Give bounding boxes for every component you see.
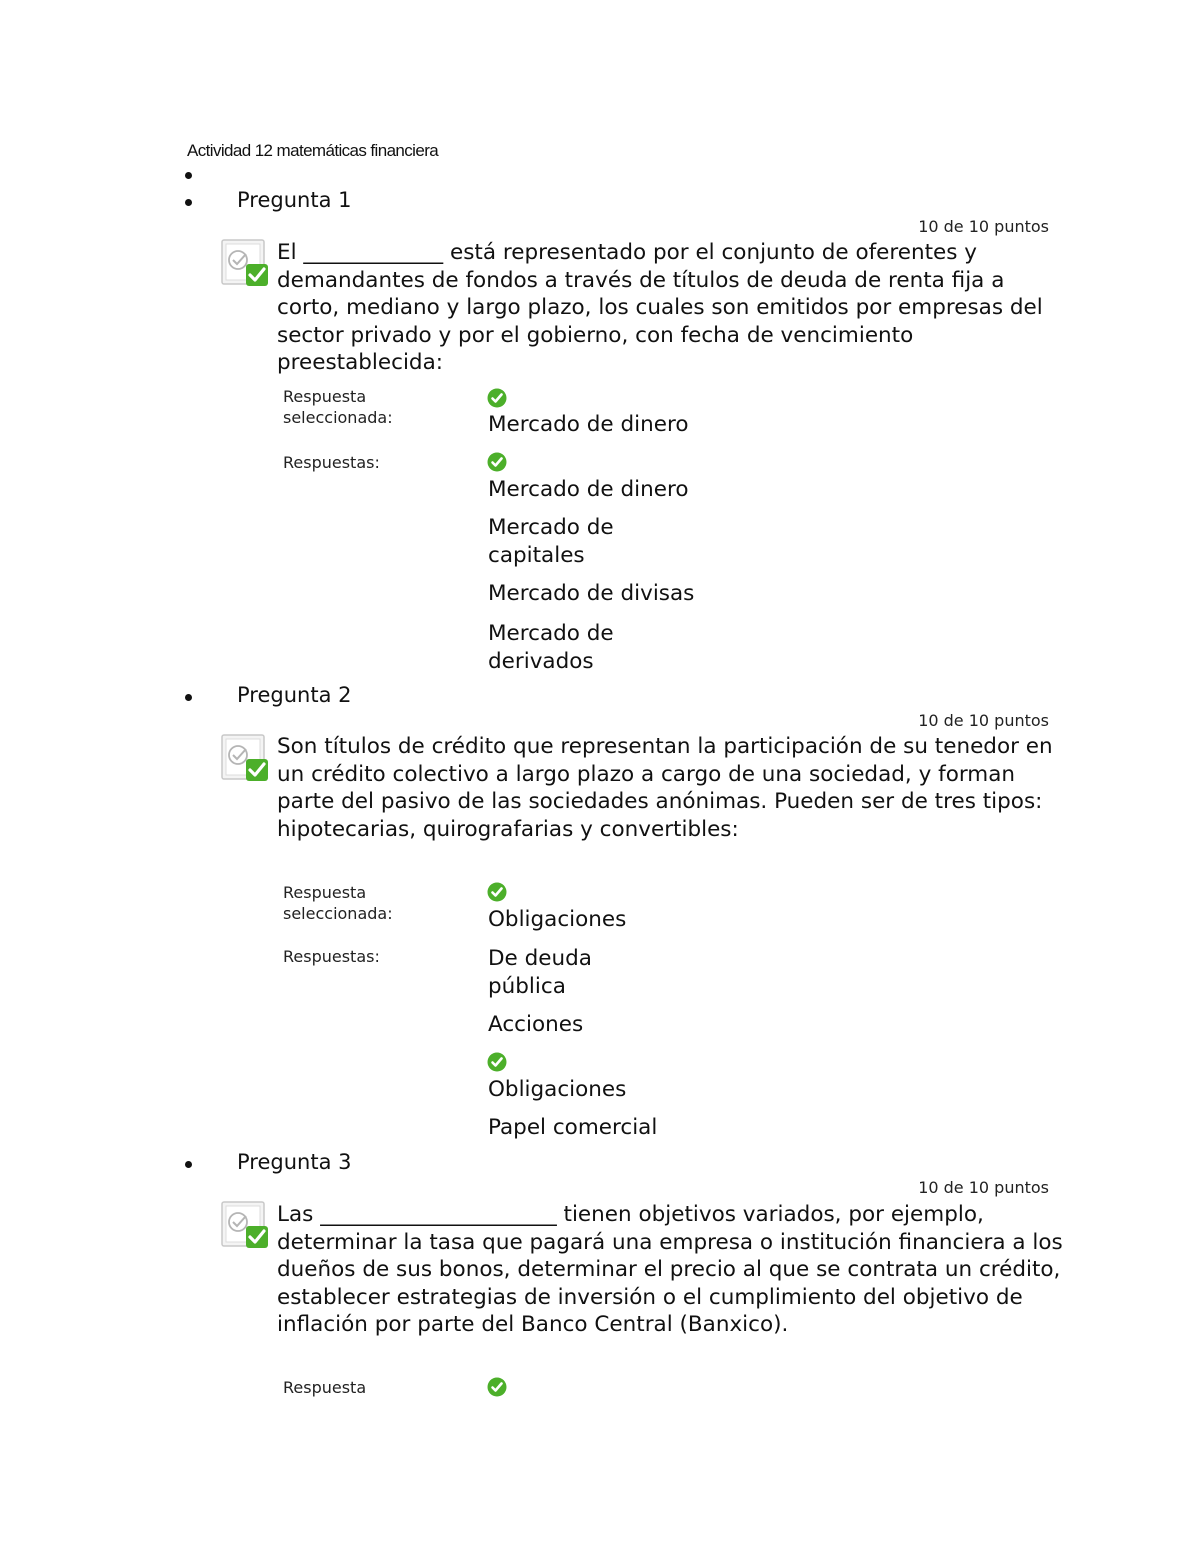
question-text: Son títulos de crédito que representan la participación de su tenedor en un crédito colectivo a largo plazo a cargo de una sociedad, y forman parte del pasivo de las sociedades anónimas. Pueden ser de tres tipos: hipotecarias, quirografarias y convertibles: (277, 734, 1053, 842)
answers-label: Respuestas: (283, 947, 380, 966)
selected-answer: Obligaciones (488, 907, 627, 932)
question-heading: Pregunta 2 (237, 683, 352, 707)
question-text: Las ______________________ tienen objetivos variados, por ejemplo, determinar la tasa que pagará una empresa o institución financiera a los dueños de sus bonos, determinar el precio al que se contrata un crédito, establecer estrategias de inversión o el cumplimiento del objetivo de inflación por parte del Banco Central (Banxico). (277, 1202, 1063, 1337)
answer-option: Mercado de derivados (488, 621, 614, 674)
question-heading: Pregunta 3 (237, 1150, 352, 1174)
answer-option: Acciones (488, 1012, 584, 1037)
selected-answer-label: Respuesta (283, 1378, 367, 1397)
correct-check-icon (487, 1052, 507, 1072)
answer-option: Mercado de capitales (488, 515, 614, 568)
empty-bullet (185, 172, 192, 179)
selected-answer-label: Respuesta seleccionada: (283, 387, 393, 427)
answer-option: Papel comercial (488, 1115, 658, 1140)
question-bullet (185, 1161, 192, 1168)
question-graded-check-icon (220, 238, 272, 290)
selected-answer-label: Respuesta seleccionada: (283, 883, 393, 923)
correct-check-icon (487, 388, 507, 408)
answer-option: Mercado de dinero (488, 477, 689, 502)
document-title: Actividad 12 matemáticas financiera (187, 141, 439, 160)
question-heading: Pregunta 1 (237, 188, 352, 212)
selected-answer: Mercado de dinero (488, 412, 689, 437)
question-text: El _____________ está representado por el conjunto de oferentes y demandantes de fondos a través de títulos de deuda de renta fija a corto, mediano y largo plazo, los cuales son emitidos por empresas del sector privado y por el gobierno, con fecha de vencimiento preestablecida: (277, 240, 1043, 375)
correct-check-icon (487, 452, 507, 472)
answer-option: De deuda pública (488, 946, 592, 999)
correct-check-icon (487, 1377, 507, 1397)
question-points: 10 de 10 puntos (918, 1178, 1049, 1197)
question-points: 10 de 10 puntos (918, 711, 1049, 730)
question-bullet (185, 694, 192, 701)
answer-option: Mercado de divisas (488, 581, 695, 606)
question-bullet (185, 199, 192, 206)
question-points: 10 de 10 puntos (918, 217, 1049, 236)
answer-option: Obligaciones (488, 1077, 627, 1102)
question-graded-check-icon (220, 733, 272, 785)
correct-check-icon (487, 882, 507, 902)
question-graded-check-icon (220, 1200, 272, 1252)
answers-label: Respuestas: (283, 453, 380, 472)
